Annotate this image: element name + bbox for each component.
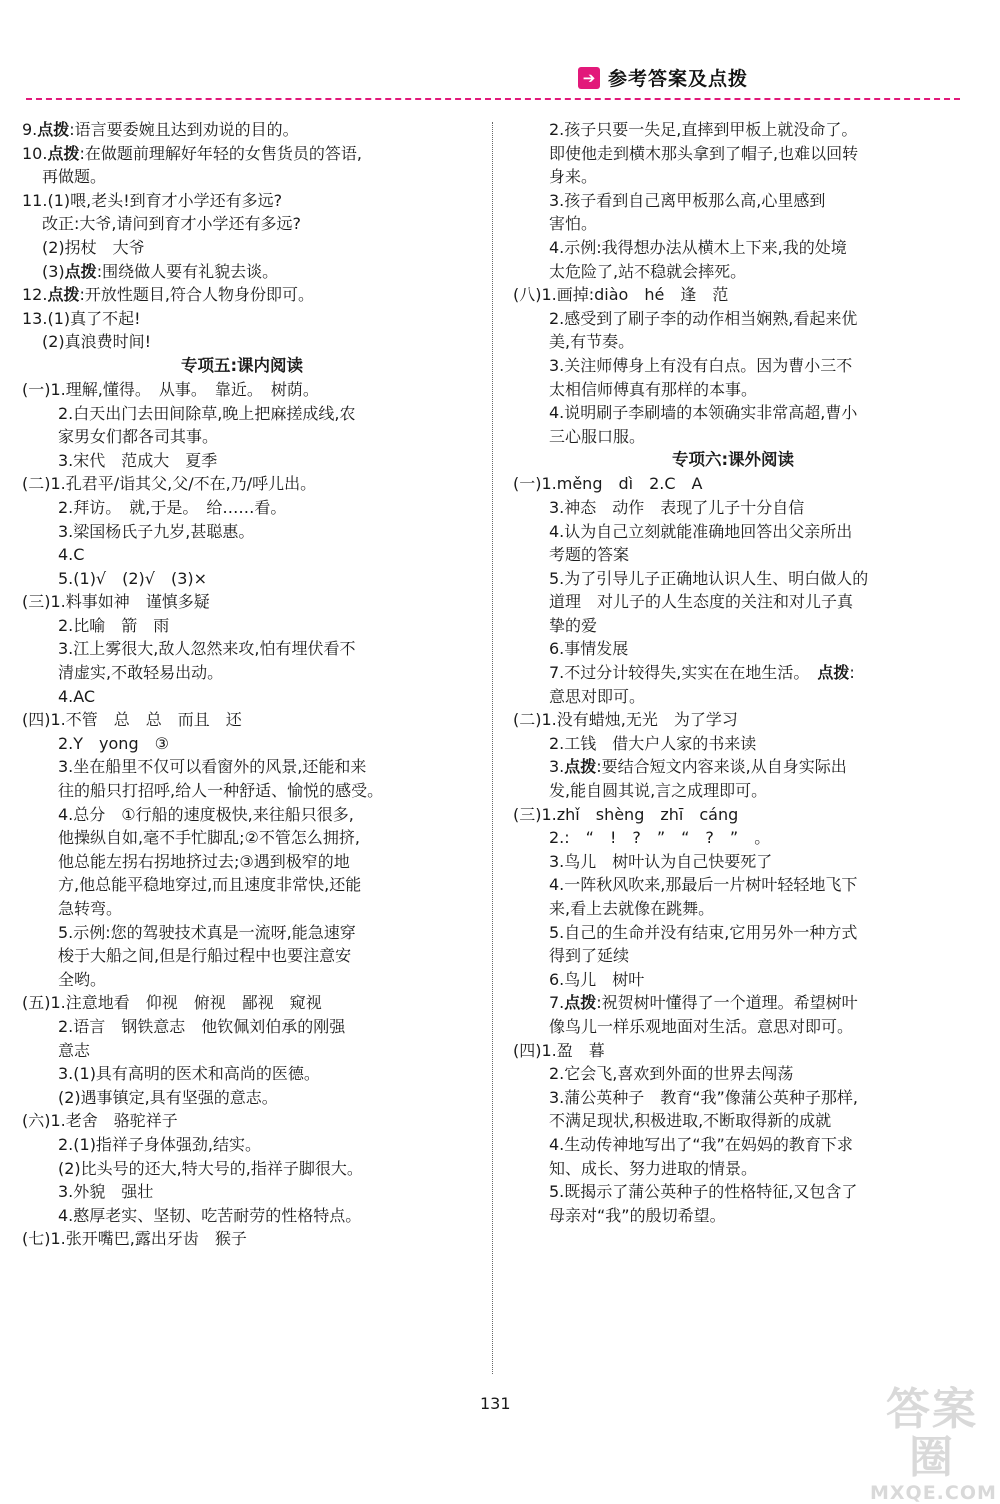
answer-text: 梭于大船之间,但是行船过程中也要注意安	[58, 946, 352, 966]
answer-line	[513, 897, 953, 921]
answer-text: (一)1.měng dì 2.C A	[513, 474, 703, 494]
answer-text: 2.工钱 借大户人家的书来读	[549, 733, 757, 753]
answer-text: 意思对即可。	[549, 686, 646, 706]
answer-line	[22, 1133, 462, 1157]
answer-text: 13.(1)真了不起!	[22, 308, 141, 328]
answer-text: 3.梁国杨氏子九岁,甚聪惠。	[58, 521, 255, 541]
answer-line	[22, 803, 462, 827]
answer-line	[513, 1180, 953, 1204]
answer-line	[22, 1227, 462, 1251]
answer-text: (五)1.注意地看 仰视 俯视 鄙视 窥视	[22, 993, 322, 1013]
answer-text-rest: :语言要委婉且达到劝说的目的。	[69, 120, 299, 139]
answer-line	[513, 1133, 953, 1157]
answer-line	[513, 850, 953, 874]
answer-text: 3.鸟儿 树叶认为自己快要死了	[549, 851, 773, 871]
answer-line	[22, 165, 462, 189]
answer-text: 2.Y yong ③	[58, 733, 169, 753]
answer-line	[513, 378, 953, 402]
answer-text-rest: :	[849, 663, 855, 683]
answer-text: 4.总分 ①行船的速度极快,来往船只很多,	[58, 804, 354, 824]
answer-text: 挚的爱	[549, 615, 598, 635]
answer-text: 来,看上去就像在跳舞。	[549, 899, 715, 918]
answer-line	[22, 425, 462, 449]
answer-text: (一)1.理解,懂得。 从事。 靠近。 树荫。	[22, 379, 319, 399]
answer-text: 7.不过分计较得失,实实在在地生活。	[549, 663, 818, 683]
right-answer-column	[513, 118, 953, 1227]
answer-line	[513, 354, 953, 378]
answer-line	[22, 1015, 462, 1039]
answer-line	[513, 968, 953, 992]
answer-text-rest: :开放性题目,符合人物身份即可。	[79, 285, 314, 305]
hint-keyword: 点拨	[37, 120, 70, 139]
answer-text: 5.自己的生命并没有结束,它用另外一种方式	[549, 922, 858, 942]
answer-text: 4.一阵秋风吹来,那最后一片树叶轻轻地飞下	[549, 875, 858, 895]
answer-line	[22, 1109, 462, 1133]
answer-line	[22, 189, 462, 213]
answer-line	[22, 590, 462, 614]
answer-line	[513, 330, 953, 354]
answer-text: 美,有节奏。	[549, 332, 635, 352]
answer-text: 5.为了引导儿子正确地认识人生、明白做人的	[549, 568, 869, 588]
answer-line	[513, 1015, 953, 1039]
answer-line	[513, 1086, 953, 1110]
answer-text: 4.生动传神地写出了“我”在妈妈的教育下求	[549, 1134, 853, 1154]
answer-line	[513, 685, 953, 709]
answer-line	[22, 637, 462, 661]
answer-line	[22, 944, 462, 968]
answer-line	[513, 496, 953, 520]
answer-text: 再做题。	[42, 167, 107, 187]
answer-line	[22, 1204, 462, 1228]
answer-line	[22, 826, 462, 850]
answer-text: (2)真浪费时间!	[42, 332, 152, 352]
answer-line	[22, 1180, 462, 1204]
answer-text: 10.	[22, 143, 48, 163]
answer-line	[513, 236, 953, 260]
answer-line	[22, 897, 462, 921]
answer-line	[513, 307, 953, 331]
section-heading: 专项六:课外阅读	[671, 450, 795, 470]
answer-text: 2.: “ ! ? ” “ ? ” 。	[549, 828, 771, 848]
page-number: 131	[480, 1394, 511, 1413]
answer-text: 12.	[22, 285, 48, 305]
answer-line	[513, 779, 953, 803]
answer-line	[513, 401, 953, 425]
answer-text: 2.(1)指祥子身体强劲,结实。	[58, 1134, 262, 1154]
header-dashed-rule	[26, 98, 960, 100]
answer-line	[513, 283, 953, 307]
answer-text: 2.孩子只要一失足,直摔到甲板上就没命了。	[549, 120, 858, 139]
answer-text: 3.外貌 强壮	[58, 1182, 154, 1202]
answer-line	[513, 590, 953, 614]
watermark-text: 答案圈	[886, 1384, 978, 1483]
answer-line	[22, 732, 462, 756]
answer-line	[22, 142, 462, 166]
page-header	[578, 64, 748, 91]
answer-text: 发,能自圆其说,言之成理即可。	[549, 781, 768, 801]
answer-text: 4.说明刷子李刷墙的本领确实非常高超,曹小	[549, 403, 858, 423]
answer-text: (2)比头号的还大,特大号的,指祥子脚很大。	[58, 1158, 363, 1178]
answer-text: 3.坐在船里不仅可以看窗外的风景,还能和来	[58, 757, 367, 777]
answer-line	[513, 1157, 953, 1181]
answer-line	[22, 779, 462, 803]
watermark-logo	[870, 1384, 997, 1504]
section-heading: 专项五:课内阅读	[180, 355, 304, 375]
answer-text: 害怕。	[549, 214, 598, 234]
answer-line	[513, 472, 953, 496]
answer-line	[22, 283, 462, 307]
answer-line	[22, 520, 462, 544]
answer-text: (二)1.没有蜡烛,无光 为了学习	[513, 710, 738, 730]
answer-text: 方,他总能平稳地穿过,而且速度非常快,还能	[58, 875, 362, 895]
answer-text: 2.白天出门去田间除草,晚上把麻搓成线,农	[58, 403, 356, 423]
answer-line	[22, 402, 462, 426]
answer-text: (三)1.料事如神 谨慎多疑	[22, 592, 210, 612]
answer-text: 即使他走到横木那头拿到了帽子,也难以回转	[549, 143, 859, 163]
answer-text: 5.(1)√ (2)√ (3)×	[58, 568, 208, 588]
answer-line	[513, 732, 953, 756]
answer-text: 3.宋代 范成大 夏季	[58, 450, 218, 470]
answer-line	[22, 661, 462, 685]
answer-text: 4.AC	[58, 686, 96, 706]
answer-text: 7.	[549, 993, 565, 1013]
hint-keyword: 点拨	[564, 757, 597, 777]
answer-line	[22, 543, 462, 567]
answer-line	[22, 212, 462, 236]
answer-text: 急转弯。	[58, 899, 123, 918]
answer-line	[513, 142, 953, 166]
answer-line	[513, 755, 953, 779]
answer-text: 11.(1)喂,老头!到育才小学还有多远?	[22, 190, 283, 210]
answer-text-rest: :祝贺树叶懂得了一个道理。希望树叶	[596, 993, 858, 1013]
answer-text: 3.	[549, 757, 565, 777]
answer-line	[513, 991, 953, 1015]
answer-text: 2.语言 钢铁意志 他钦佩刘伯承的刚强	[58, 1016, 346, 1036]
answer-line	[22, 685, 462, 709]
answer-text: (四)1.盈 暮	[513, 1040, 605, 1060]
answer-text: 三心服口服。	[549, 426, 646, 446]
answer-line	[513, 708, 953, 732]
answer-text: 2.比喻 箭 雨	[58, 615, 170, 635]
answer-text: 家男女们都各司其事。	[58, 427, 219, 447]
answer-line	[22, 449, 462, 473]
answer-line	[513, 661, 953, 685]
answer-text: 道理 对儿子的人生态度的关注和对儿子真	[549, 592, 854, 612]
answer-line	[513, 189, 953, 213]
answer-text: 3.蒲公英种子 教育“我”像蒲公英种子那样,	[549, 1087, 858, 1107]
answer-line	[22, 708, 462, 732]
answer-line	[513, 826, 953, 850]
answer-text: 3.神态 动作 表现了儿子十分自信	[549, 497, 805, 517]
answer-line	[513, 567, 953, 591]
answer-text: (三)1.zhǐ shèng zhī cáng	[513, 804, 739, 824]
answer-line	[513, 1039, 953, 1063]
answer-text: 他总能左拐右拐地挤过去;③遇到极窄的地	[58, 851, 350, 871]
answer-line	[22, 567, 462, 591]
answer-line	[513, 543, 953, 567]
answer-line	[513, 873, 953, 897]
answer-line	[22, 1086, 462, 1110]
answer-line	[22, 921, 462, 945]
answer-text: 5.既揭示了蒲公英种子的性格特征,又包含了	[549, 1182, 858, 1202]
answer-text: 3.关注师傅身上有没有白点。因为曹小三不	[549, 355, 853, 375]
answer-line	[513, 425, 953, 449]
answer-text: 清虚实,不敢轻易出动。	[58, 663, 224, 683]
answer-text: 9.	[22, 120, 38, 139]
answer-text: 太相信师傅真有那样的本事。	[549, 379, 758, 399]
arrow-right-icon: ➔	[578, 67, 600, 89]
answer-line	[513, 803, 953, 827]
answer-text: 意志	[58, 1040, 91, 1060]
answer-line	[513, 165, 953, 189]
answer-text: (四)1.不管 总 总 而且 还	[22, 710, 242, 730]
answer-text: 4.示例:我得想办法从横木上下来,我的处境	[549, 237, 847, 257]
answer-text: 母亲对“我”的殷切希望。	[549, 1205, 726, 1225]
header-title: 参考答案及点拨	[608, 68, 749, 90]
answer-text: 4.C	[58, 545, 85, 565]
answer-text: 像鸟儿一样乐观地面对生活。意思对即可。	[549, 1016, 854, 1036]
column-divider	[492, 122, 493, 1374]
answer-line	[22, 614, 462, 638]
answer-text: 2.拜访。 就,于是。 给……看。	[58, 497, 287, 517]
answer-text: 不满足现状,积极进取,不断取得新的成就	[549, 1111, 832, 1131]
answer-line	[22, 991, 462, 1015]
answer-text-rest: :在做题前理解好年轻的女售货员的答语,	[79, 143, 362, 163]
answer-line	[22, 1039, 462, 1063]
answer-text: 考题的答案	[549, 545, 630, 565]
answer-text: 2.它会飞,喜欢到外面的世界去闯荡	[549, 1064, 794, 1084]
answer-text: 知、成长、努力进取的情景。	[549, 1158, 758, 1178]
answer-line	[513, 614, 953, 638]
answer-line	[22, 850, 462, 874]
answer-text: 太危险了,站不稳就会摔死。	[549, 261, 747, 281]
answer-line	[22, 472, 462, 496]
answer-text: 他操纵自如,毫不手忙脚乱;②不管怎么拥挤,	[58, 828, 360, 848]
hint-keyword: 点拨	[564, 993, 597, 1013]
answer-line	[22, 307, 462, 331]
answer-text: 6.事情发展	[549, 639, 629, 659]
answer-text-rest: :要结合短文内容来谈,从自身实际出	[596, 757, 847, 777]
hint-keyword: 点拨	[47, 143, 80, 163]
answer-text: (3)	[42, 261, 65, 281]
answer-text: 3.(1)具有高明的医术和高尚的医德。	[58, 1064, 320, 1084]
answer-text: 3.江上雾很大,敌人忽然来攻,怕有埋伏看不	[58, 639, 356, 659]
answer-text: 身来。	[549, 167, 598, 187]
answer-line	[513, 944, 953, 968]
answer-line	[22, 1062, 462, 1086]
answer-line	[513, 1109, 953, 1133]
answer-text: 往的船只打招呼,给人一种舒适、愉悦的感受。	[58, 781, 384, 801]
answer-text: (七)1.张开嘴巴,露出牙齿 猴子	[22, 1229, 247, 1249]
answer-text: (二)1.孔君平/诣其父,父/不在,乃/呼儿出。	[22, 474, 317, 494]
answer-text: 3.孩子看到自己离甲板那么高,心里感到	[549, 190, 826, 210]
answer-text: 6.鸟儿 树叶	[549, 969, 645, 989]
answer-text: 4.憨厚老实、坚韧、吃苦耐劳的性格特点。	[58, 1205, 362, 1225]
answer-line	[22, 1157, 462, 1181]
answer-line	[513, 260, 953, 284]
answer-line	[22, 873, 462, 897]
answer-text: 全哟。	[58, 969, 107, 989]
answer-text-rest: :围绕做人要有礼貌去谈。	[96, 261, 279, 281]
answer-line	[22, 118, 462, 142]
answer-line	[513, 520, 953, 544]
answer-text: (2)遇事镇定,具有坚强的意志。	[58, 1087, 278, 1107]
left-answer-column	[22, 118, 462, 1251]
answer-line	[513, 118, 953, 142]
answer-text: (八)1.画掉:diào hé 逢 范	[513, 285, 729, 305]
answer-text: 4.认为自己立刻就能准确地回答出父亲所出	[549, 521, 853, 541]
hint-keyword: 点拨	[64, 261, 97, 281]
answer-line	[22, 236, 462, 260]
answer-text: 得到了延续	[549, 946, 630, 966]
hint-keyword: 点拨	[817, 663, 850, 683]
answer-text: (六)1.老舍 骆驼祥子	[22, 1111, 178, 1131]
answer-text: 改正:大爷,请问到育才小学还有多远?	[42, 214, 301, 234]
answer-line	[22, 755, 462, 779]
answer-text: 5.示例:您的驾驶技术真是一流呀,能急速穿	[58, 922, 356, 942]
answer-line	[513, 637, 953, 661]
answer-text: 2.感受到了刷子李的动作相当娴熟,看起来优	[549, 308, 858, 328]
watermark-url: MXQE.COM	[870, 1482, 997, 1504]
answer-line	[513, 212, 953, 236]
answer-line	[22, 330, 462, 354]
answer-line	[22, 378, 462, 402]
answer-line	[513, 921, 953, 945]
answer-line	[22, 968, 462, 992]
answer-line	[22, 260, 462, 284]
answer-line	[22, 496, 462, 520]
answer-text: (2)拐杖 大爷	[42, 237, 145, 257]
answer-line	[513, 1204, 953, 1228]
hint-keyword: 点拨	[47, 285, 80, 305]
answer-line	[513, 1062, 953, 1086]
